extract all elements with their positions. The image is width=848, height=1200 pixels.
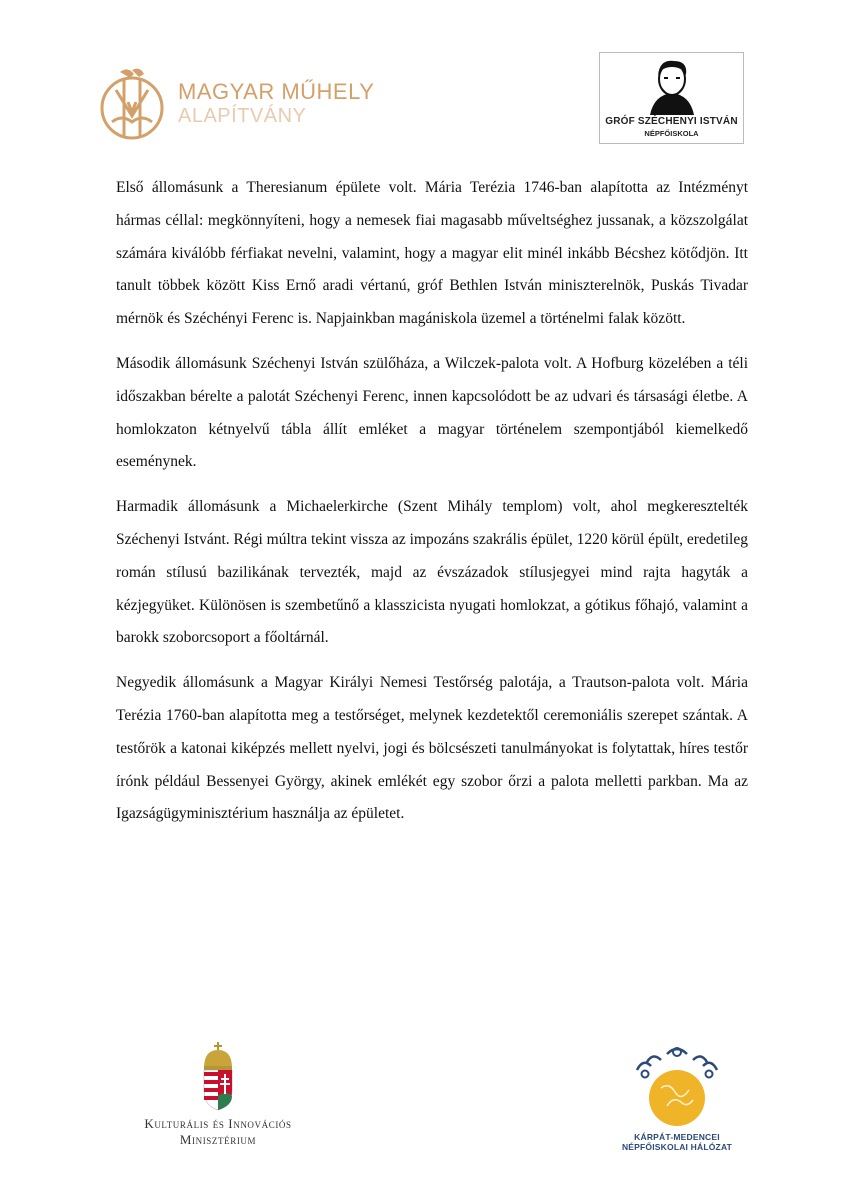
- logo-subtitle: NÉPFŐISKOLA: [644, 129, 699, 138]
- network-name-line2: NÉPFŐISKOLAI HÁLÓZAT: [621, 1142, 733, 1152]
- logo-title: MAGYAR MŰHELY: [178, 79, 375, 104]
- ministry-name-line1: Kulturális és Innovációs: [144, 1116, 292, 1131]
- paragraph-1: Első állomásunk a Theresianum épülete volt. Mária Terézia 1746-ban alapította az Intézményt hármas céllal: megkönnyíteni, hogy a nemesek fiai magasabb műveltséghez jussanak, a közszolgálat számára kiválóbb férfiakat nevelni, valamint, hogy a magyar elit minél inkább Bécshez kötődjön. Itt tanult többek között Kiss Ernő aradi vértanú, gróf Bethlen István miniszterelnök, Puskás Tivadar mérnök és Széchényi Ferenc is. Napjainkban magániskola üzemel a történelmi falak között.: [116, 179, 748, 328]
- karpat-medencei-logo: [612, 1040, 742, 1152]
- document-body: [116, 172, 748, 843]
- paragraph-2: Második állomásunk Széchenyi István szülőháza, a Wilczek-palota volt. A Hofburg közelében a téli időszakban bérelte a palotát Széchenyi Ferenc, innen kapcsolódott be az udvari és társasági életbe. A homlokzaton kétnyelvű tábla állít emléket a magyar történelem szempontjából kiemelkedő eseménynek.: [116, 354, 748, 471]
- logo-subtitle: ALAPÍTVÁNY: [178, 105, 307, 127]
- eagle-emblem-icon: [98, 62, 166, 146]
- paragraph-4: Negyedik állomásunk a Magyar Királyi Nemesi Testőrség palotája, a Trautson-palota volt. Mária Terézia 1760-ban alapította meg a testőrséget, melynek kezdetektől ceremoniális szerepet szántak. A testőrök a katonai kiképzés mellett nyelvi, jogi és bölcsészeti tanulmányokat is folytattak, híres testőr írónk például Bessenyei György, akinek emlékét egy szobor őrzi a palota melletti parkban. Ma az Igazságügyminisztérium használja az épületet.: [116, 674, 748, 823]
- paragraph-3: Harmadik állomásunk a Michaelerkirche (Szent Mihály templom) volt, ahol megkeresztelték Széchenyi Istvánt. Régi múltra tekint vissza az impozáns szakrális épület, 1220 körül épült, eredetileg román stílusú bazilikának tervezték, majd az évszázadok stílusjegyei mind rajta hagyták a kézjegyüket. Különösen is szembetűnő a klasszicista nyugati homlokzat, a gótikus főhajó, valamint a barokk szoborcsoport a főoltárnál.: [116, 498, 748, 647]
- network-name-line1: KÁRPÁT-MEDENCEI: [634, 1132, 720, 1142]
- coat-of-arms-icon: [198, 1042, 238, 1112]
- portrait-icon: [642, 57, 702, 115]
- ministry-name-line2: Minisztérium: [179, 1132, 257, 1147]
- ministry-logo: [118, 1042, 318, 1148]
- magyar-muhely-logo: [98, 62, 374, 146]
- karpat-basin-emblem-icon: [627, 1040, 727, 1130]
- logo-title: GRÓF SZÉCHENYI ISTVÁN: [605, 116, 738, 127]
- szechenyi-nepfoiskola-logo: [599, 52, 744, 144]
